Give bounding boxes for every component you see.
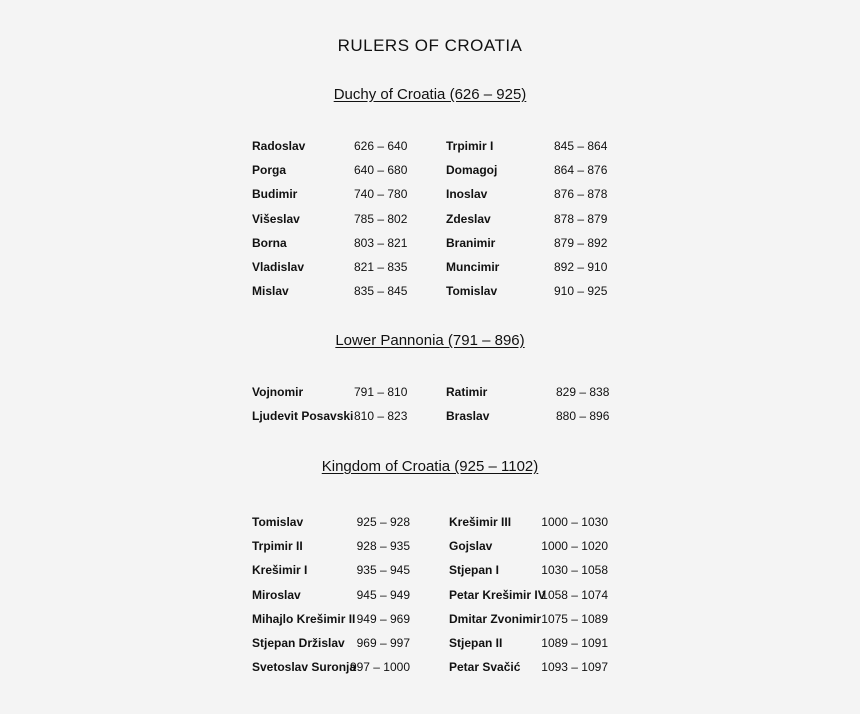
ruler-entry	[0, 409, 860, 423]
reign-years: 740 – 780	[354, 187, 408, 201]
ruler-name: Stjepan I	[449, 563, 500, 577]
page-title: RULERS OF CROATIA	[337, 36, 523, 55]
ruler-name: Vojnomir	[252, 385, 304, 399]
reign-years: 892 – 910	[554, 260, 608, 274]
reign-years: 829 – 838	[556, 385, 610, 399]
reign-years: 945 – 949	[356, 588, 410, 602]
ruler-entry	[0, 385, 860, 399]
reign-years: 803 – 821	[354, 236, 408, 250]
reign-years: 791 – 810	[354, 385, 408, 399]
reign-years: 876 – 878	[554, 187, 608, 201]
ruler-name: Krešimir III	[449, 515, 512, 529]
ruler-name: Višeslav	[252, 212, 300, 226]
reign-years: 925 – 928	[356, 515, 410, 529]
reign-years: 935 – 945	[356, 563, 410, 577]
ruler-name: Svetoslav Suronja	[252, 660, 357, 674]
ruler-name: Inoslav	[446, 187, 488, 201]
reign-years: 880 – 896	[556, 409, 610, 423]
ruler-name: Tomislav	[446, 284, 498, 298]
reign-years: 878 – 879	[554, 212, 608, 226]
reign-years: 626 – 640	[354, 139, 408, 153]
ruler-entry	[0, 212, 860, 226]
ruler-name: Budimir	[252, 187, 298, 201]
ruler-entry	[0, 236, 860, 250]
section-heading: Lower Pannonia (791 – 896)	[335, 332, 525, 349]
reign-years: 821 – 835	[354, 260, 408, 274]
ruler-entry	[0, 612, 860, 626]
ruler-name: Zdeslav	[446, 212, 491, 226]
ruler-name: Braslav	[446, 409, 490, 423]
reign-years: 1030 – 1058	[541, 563, 608, 577]
ruler-name: Mislav	[252, 284, 289, 298]
ruler-name: Vladislav	[252, 260, 305, 274]
ruler-name: Krešimir I	[252, 563, 308, 577]
reign-years: 1058 – 1074	[541, 588, 608, 602]
reign-years: 785 – 802	[354, 212, 408, 226]
section-heading: Duchy of Croatia (626 – 925)	[333, 86, 527, 103]
reign-years: 910 – 925	[554, 284, 608, 298]
ruler-entry	[0, 284, 860, 298]
reign-years: 640 – 680	[354, 163, 408, 177]
reign-years: 997 – 1000	[349, 660, 410, 674]
reign-years: 879 – 892	[554, 236, 608, 250]
reign-years: 1093 – 1097	[541, 660, 608, 674]
reign-years: 949 – 969	[356, 612, 410, 626]
ruler-name: Branimir	[446, 236, 496, 250]
reign-years: 1000 – 1020	[541, 539, 608, 553]
section-heading: Kingdom of Croatia (925 – 1102)	[321, 458, 539, 475]
ruler-name: Petar Krešimir IV	[449, 588, 546, 602]
reign-years: 1089 – 1091	[541, 636, 608, 650]
ruler-name: Miroslav	[252, 588, 301, 602]
reign-years: 810 – 823	[354, 409, 408, 423]
ruler-entry	[0, 563, 860, 577]
ruler-name: Borna	[252, 236, 287, 250]
ruler-name: Dmitar Zvonimir	[449, 612, 542, 626]
reign-years: 835 – 845	[354, 284, 408, 298]
ruler-name: Petar Svačić	[449, 660, 521, 674]
ruler-entry	[0, 163, 860, 177]
ruler-name: Trpimir I	[446, 139, 494, 153]
reign-years: 1075 – 1089	[541, 612, 608, 626]
ruler-name: Ratimir	[446, 385, 488, 399]
ruler-entry	[0, 260, 860, 274]
ruler-name: Stjepan II	[449, 636, 503, 650]
reign-years: 928 – 935	[356, 539, 410, 553]
ruler-entry	[0, 515, 860, 529]
reign-years: 864 – 876	[554, 163, 608, 177]
ruler-entry	[0, 139, 860, 153]
reign-years: 1000 – 1030	[541, 515, 608, 529]
ruler-entry	[0, 636, 860, 650]
ruler-name: Domagoj	[446, 163, 498, 177]
ruler-name: Ljudevit Posavski	[252, 409, 354, 423]
reign-years: 845 – 864	[554, 139, 608, 153]
reign-years: 969 – 997	[356, 636, 410, 650]
ruler-entry	[0, 539, 860, 553]
ruler-name: Gojslav	[449, 539, 493, 553]
ruler-name: Porga	[252, 163, 287, 177]
ruler-name: Tomislav	[252, 515, 304, 529]
ruler-name: Trpimir II	[252, 539, 303, 553]
ruler-name: Stjepan Držislav	[252, 636, 345, 650]
ruler-name: Muncimir	[446, 260, 500, 274]
ruler-name: Mihajlo Krešimir II	[252, 612, 356, 626]
ruler-entry	[0, 588, 860, 602]
ruler-name: Radoslav	[252, 139, 306, 153]
ruler-entry	[0, 660, 860, 674]
ruler-entry	[0, 187, 860, 201]
